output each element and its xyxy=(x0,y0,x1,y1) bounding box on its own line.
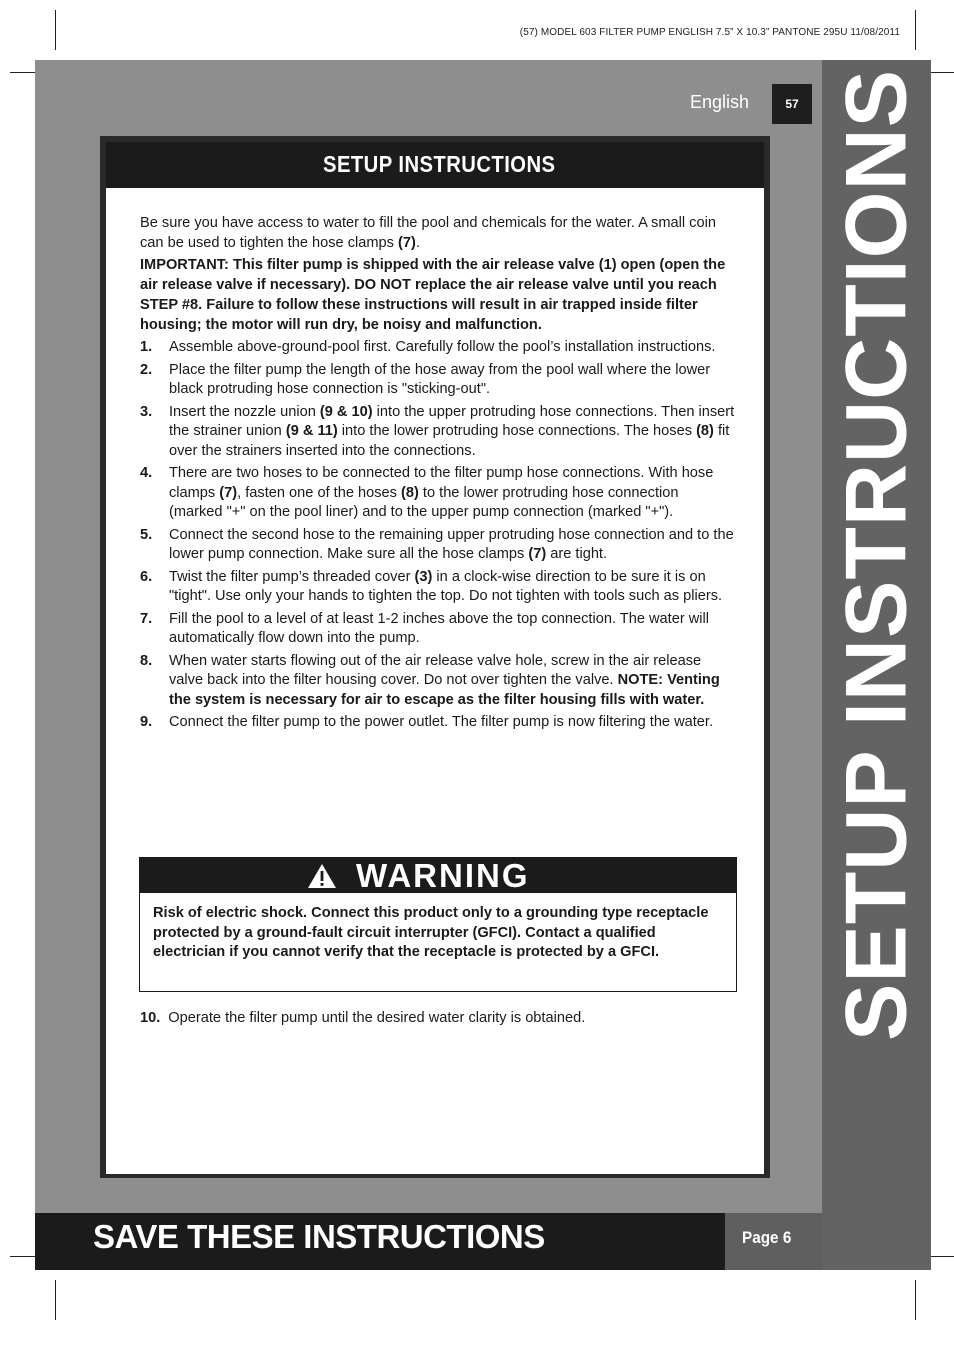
crop-mark xyxy=(55,1280,56,1320)
warning-text: Risk of electric shock. Connect this product only to a grounding type receptacle protected by a ground-fault circuit interrupter (GFCI). Contact a qualified electrician if you cannot verify that the receptacle is protected by a GFCI. xyxy=(153,905,709,961)
section-title-bar xyxy=(106,142,764,188)
warning-title: WARNING xyxy=(356,857,530,894)
warning-triangle-icon xyxy=(307,863,337,889)
step-ten: 10. Operate the filter pump until the desired water clarity is obtained. xyxy=(140,1010,586,1026)
page-number-badge: 57 xyxy=(772,84,812,124)
list-item: 3. Insert the nozzle union (9 & 10) into the upper protruding hose connections. Then insert the strainer union (9 & 11) into the lower protruding hose connections. The hoses (8) fit over the strainers inserted into the connections. xyxy=(140,403,735,459)
instructions-body xyxy=(140,214,736,736)
warning-header xyxy=(140,858,736,893)
steps-list xyxy=(140,338,736,733)
section-title: SETUP INSTRUCTIONS xyxy=(323,151,556,177)
list-item: 9. Connect the filter pump to the power outlet. The filter pump is now filtering the water. xyxy=(140,714,714,730)
list-item: 4. There are two hoses to be connected to the filter pump hose connections. With hose clamps (7), fasten one of the hoses (8) to the lower protruding hose connection (marked "+" on the pool liner) and to the upper pump connection (marked "+"). xyxy=(140,465,714,520)
side-title: SETUP INSTRUCTIONS xyxy=(828,68,925,1042)
list-item: 2. Place the filter pump the length of the hose away from the pool wall where the lower black protruding hose connection is "sticking-out". xyxy=(140,361,711,397)
list-item: 5. Connect the second hose to the remaining upper protruding hose connection and to the lower pump connection. Make sure all the hose clamps (7) are tight. xyxy=(140,526,734,562)
language-label: English xyxy=(690,92,750,112)
list-item: 6. Twist the filter pump’s threaded cover (3) in a clock-wise direction to be sure it is on "tight". Use only your hands to tighten the top. Do not tighten with tools such as pliers. xyxy=(140,568,723,604)
warning-box xyxy=(139,857,737,992)
crop-mark xyxy=(915,10,916,50)
side-strip xyxy=(822,60,931,1270)
footer-page-label xyxy=(725,1213,822,1270)
crop-mark xyxy=(915,1280,916,1320)
page-label-text: Page 6 xyxy=(742,1228,792,1247)
intro-paragraph: Be sure you have access to water to fill the pool and chemicals for the water. A small coin can be used to tighten the hose clamps (7). xyxy=(140,215,716,251)
list-item: 7. Fill the pool to a level of at least 1-2 inches above the top connection. The water will automatically flow down into the pump. xyxy=(140,610,710,646)
save-instructions-text: SAVE THESE INSTRUCTIONS xyxy=(93,1218,545,1255)
important-note: IMPORTANT: This filter pump is shipped with the air release valve (1) open (open the air release valve if necessary). DO NOT replace the air release valve until you reach STEP #8. Failure to follow these instructions will result in air trapped inside filter housing; the motor will run dry, be noisy and malfunction. xyxy=(140,257,726,333)
list-item: 1. Assemble above-ground-pool first. Carefully follow the pool’s installation instructions. xyxy=(140,339,716,355)
crop-mark xyxy=(55,10,56,50)
print-header: (57) MODEL 603 FILTER PUMP ENGLISH 7.5” X 10.3” PANTONE 295U 11/08/2011 xyxy=(519,27,900,38)
footer-bar xyxy=(35,1213,725,1270)
list-item: 8. When water starts flowing out of the air release valve hole, screw in the air release valve back into the filter housing cover. Do not over tighten the valve. NOTE: Venting the system is necessary for air to escape as the filter housing fills with water. xyxy=(140,652,720,708)
